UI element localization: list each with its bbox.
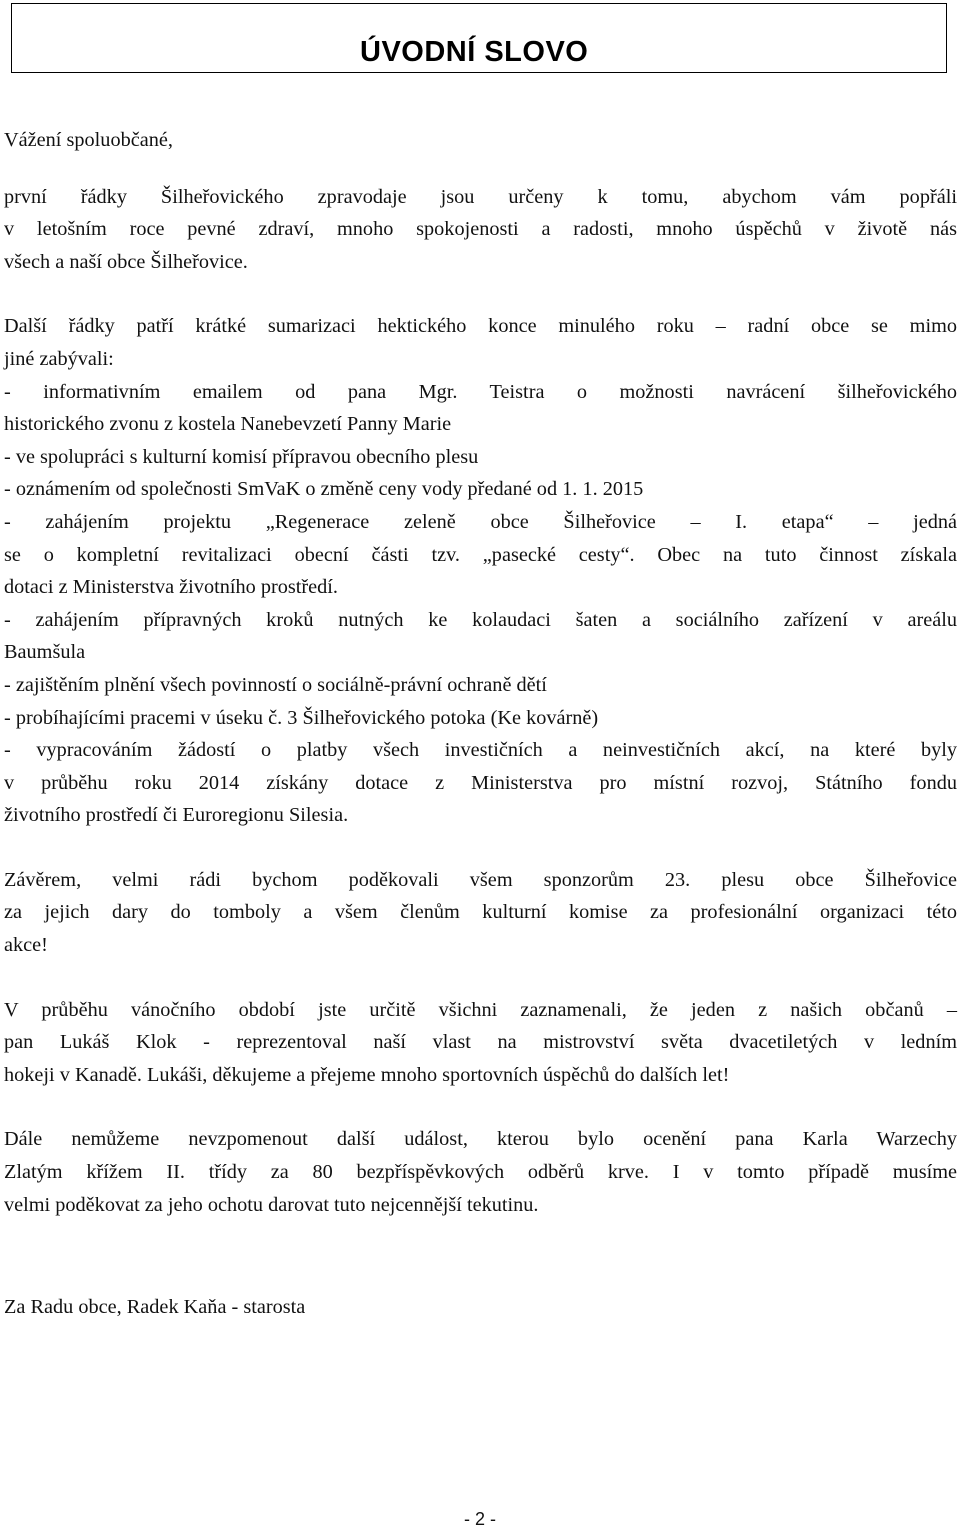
salutation: Vážení spoluobčané, [4, 129, 173, 151]
award-line: Dále nemůžeme nevzpomenout další událost, kterou bylo ocenění pana Karla Warzechy [4, 1128, 957, 1151]
activity-line: - ve spolupráci s kulturní komisí přípravou obecního plesu [4, 445, 479, 468]
hockey-line: pan Lukáš Klok - reprezentoval naší vlast na mistrovství světa dvacetiletých v ledním [4, 1031, 957, 1054]
activity-line: - zahájením projektu „Regenerace zeleně obce Šilheřovice – I. etapa“ – jedná [4, 510, 957, 533]
activity-line: - oznámením od společnosti SmVaK o změně ceny vody předané od 1. 1. 2015 [4, 478, 644, 501]
award-line: velmi poděkovat za jeho ochotu darovat tuto nejcennější tekutinu. [4, 1193, 539, 1216]
award-line: Zlatým křížem II. třídy za 80 bezpříspěvkových odběrů krve. I v tomto případě musíme [4, 1161, 957, 1184]
activity-line: životního prostředí či Euroregionu Silesia. [4, 804, 349, 827]
activity-line: - vypracováním žádostí o platby všech investičních a neinvestičních akcí, na které byly [4, 739, 957, 762]
award-paragraph [4, 1123, 957, 1221]
thanks-line: akce! [4, 934, 48, 957]
intro-line: v letošním roce pevné zdraví, mnoho spokojenosti a radosti, mnoho úspěchů v životě nás [4, 218, 957, 241]
page-title: ÚVODNÍ SLOVO [360, 36, 589, 68]
activity-line: - zajištěním plnění všech povinností o sociálně-právní ochraně dětí [4, 673, 547, 696]
activity-line: - informativním emailem od pana Mgr. Teistra o možnosti navrácení šilheřovického [4, 380, 957, 403]
page-number: - 2 - [463, 1509, 496, 1529]
signature: Za Radu obce, Radek Kaňa - starosta [4, 1296, 306, 1319]
activity-line: se o kompletní revitalizaci obecní části tzv. „pasecké cesty“. Obec na tuto činnost získala [4, 543, 957, 566]
thanks-line: za jejich dary do tomboly a všem členům kulturní komise za profesionální organizaci této [4, 901, 957, 924]
document-body [4, 124, 957, 1324]
summary-line: Další řádky patří krátké sumarizaci hektického konce minulého roku – radní obce se mimo [4, 315, 957, 338]
summary-line: jiné zabývali: [4, 347, 114, 370]
activity-line: Baumšula [4, 641, 86, 664]
activity-line: - probíhajícími pracemi v úseku č. 3 Šilheřovického potoka (Ke kovárně) [4, 706, 599, 729]
summary-paragraph [4, 310, 957, 375]
thanks-paragraph [4, 864, 957, 962]
activity-line: v průběhu roku 2014 získány dotace z Ministerstva pro místní rozvoj, Státního fondu [4, 771, 957, 794]
thanks-line: Závěrem, velmi rádi bychom poděkovali všem sponzorům 23. plesu obce Šilheřovice [4, 868, 957, 891]
activity-line: historického zvonu z kostela Nanebevzetí Panny Marie [4, 413, 452, 436]
activities-list [4, 376, 957, 832]
activity-line: dotaci z Ministerstva životního prostředí. [4, 576, 339, 599]
hockey-line: hokeji v Kanadě. Lukáši, děkujeme a přejeme mnoho sportovních úspěchů do dalších let! [4, 1063, 730, 1086]
hockey-paragraph [4, 994, 957, 1092]
activity-line: - zahájením přípravných kroků nutných ke kolaudaci šaten a sociálního zařízení v areálu [4, 608, 957, 631]
intro-paragraph [4, 181, 957, 279]
hockey-line: V průběhu vánočního období jste určitě všichni zaznamenali, že jeden z našich občanů – [4, 998, 957, 1021]
intro-line: všech a naší obce Šilheřovice. [4, 250, 248, 273]
intro-line: první řádky Šilheřovického zpravodaje jsou určeny k tomu, abychom vám popřáli [4, 185, 957, 208]
